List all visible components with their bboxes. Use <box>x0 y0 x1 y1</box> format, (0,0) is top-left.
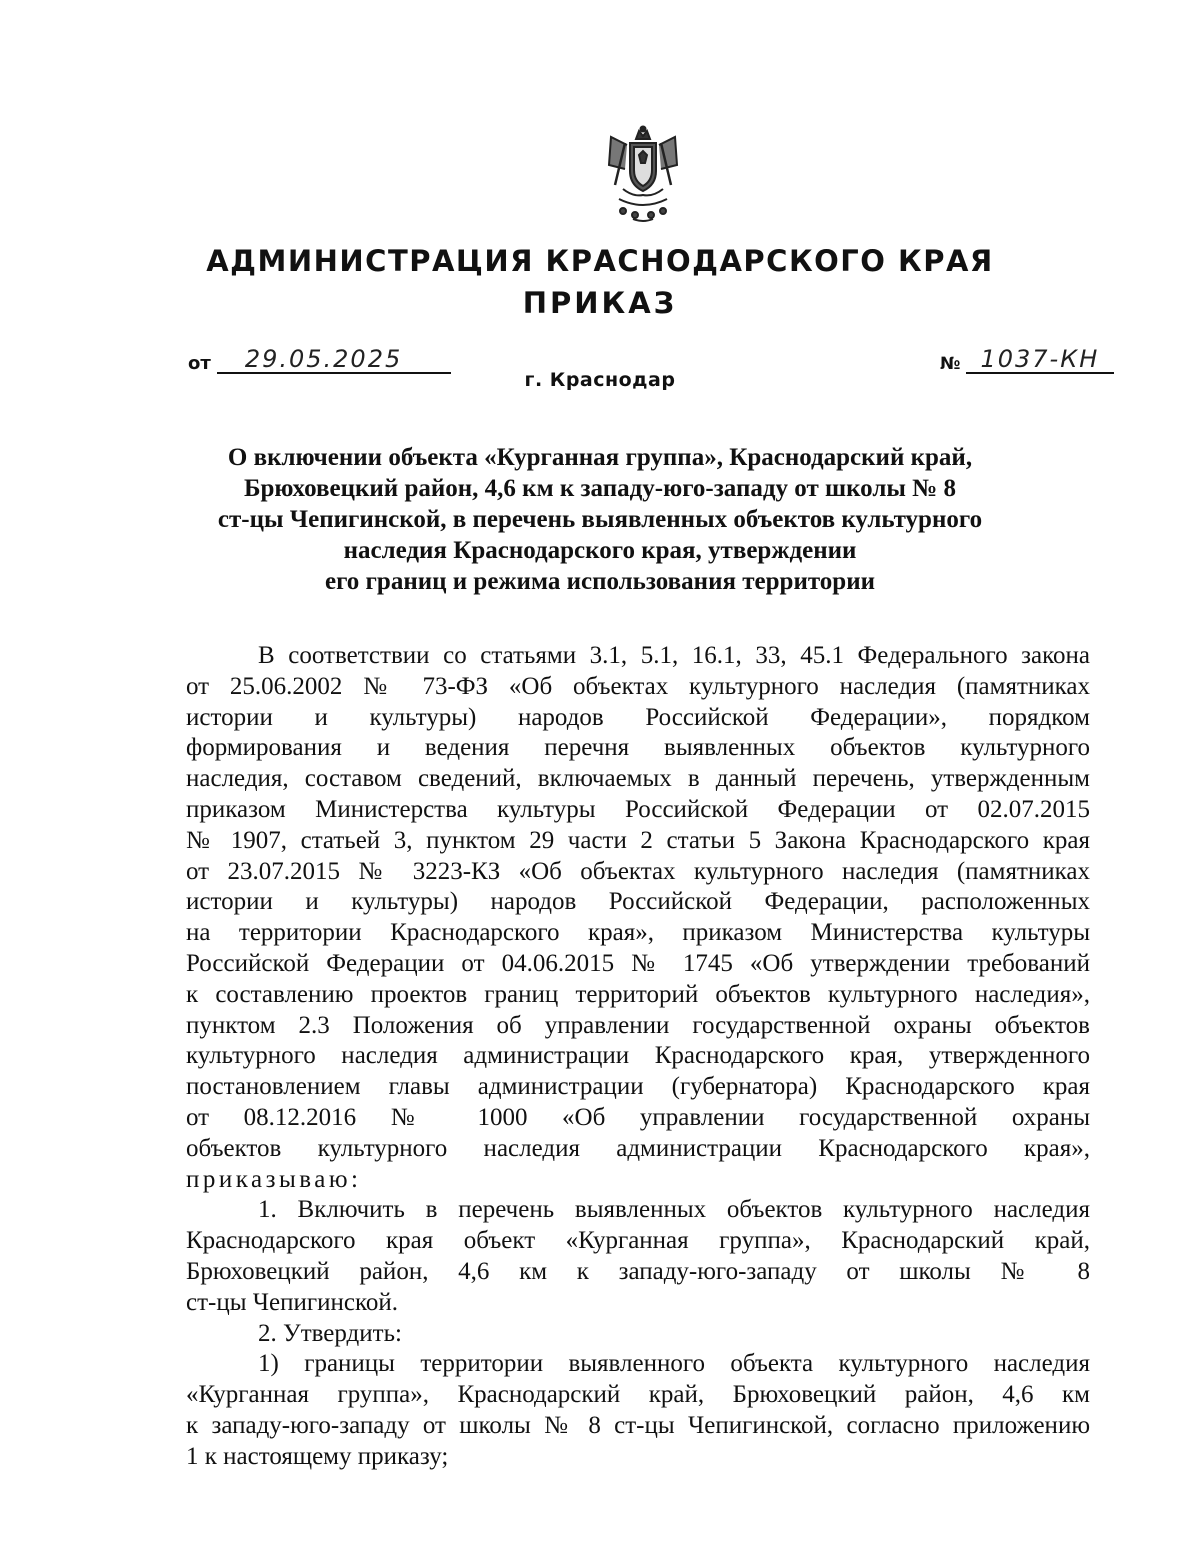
document-type: ПРИКАЗ <box>522 286 678 320</box>
number-label: № <box>940 354 961 374</box>
date-value: 29.05.2025 <box>217 346 451 374</box>
body-line: наследия, составом сведений, включаемых в данный перечень, утвержденным <box>186 765 1090 793</box>
title-line: Брюховецкий район, 4,6 км к западу-юго-западу от школы № 8 <box>244 475 956 502</box>
body-line: приказом Министерства культуры Российской Федерации от 02.07.2015 <box>186 795 1090 823</box>
body-line: формирования и ведения перечня выявленных объектов культурного <box>186 734 1090 762</box>
title-line: наследия Краснодарского края, утверждении <box>343 537 857 564</box>
body-line: от 23.07.2015 № 3223-КЗ «Об объектах культурного наследия (памятниках <box>186 857 1090 885</box>
body-line: 2. Утвердить: <box>258 1319 402 1347</box>
number-value: 1037-КН <box>966 346 1114 374</box>
coat-of-arms-icon <box>603 125 683 223</box>
body-line: объектов культурного наследия администрации Краснодарского края», <box>186 1134 1090 1162</box>
body-line: приказываю: <box>186 1165 362 1193</box>
body-line: к западу-юго-западу от школы № 8 ст-цы Чепигинской, согласно приложению <box>186 1411 1090 1439</box>
body-line: Краснодарского края объект «Курганная группа», Краснодарский край, <box>186 1227 1090 1255</box>
city-name: г. Краснодар <box>524 369 676 391</box>
authority-name: АДМИНИСТРАЦИЯ КРАСНОДАРСКОГО КРАЯ <box>206 244 994 278</box>
body-line: В соответствии со статьями 3.1, 5.1, 16.1, 33, 45.1 Федерального закона <box>258 642 1090 669</box>
body-line: культурного наследия администрации Краснодарского края, утвержденного <box>186 1042 1090 1070</box>
body-line: 1. Включить в перечень выявленных объектов культурного наследия <box>258 1196 1090 1224</box>
body-line: от 08.12.2016 № 1000 «Об управлении государственной охраны <box>186 1103 1090 1131</box>
body-line: на территории Краснодарского края», приказом Министерства культуры <box>186 919 1090 947</box>
body-line: Российской Федерации от 04.06.2015 № 1745 «Об утверждении требований <box>186 949 1090 977</box>
body-line: к составлению проектов границ территорий объектов культурного наследия», <box>186 980 1090 1008</box>
document-title <box>0 442 1200 597</box>
body-line: истории и культуры) народов Российской Федерации», порядком <box>186 703 1090 731</box>
body-line: пунктом 2.3 Положения об управлении государственной охраны объектов <box>186 1011 1090 1039</box>
body-line: «Курганная группа», Краснодарский край, Брюховецкий район, 4,6 км <box>186 1381 1090 1409</box>
body-line: 1) границы территории выявленного объекта культурного наследия <box>258 1350 1090 1378</box>
title-line: О включении объекта «Курганная группа», Краснодарский край, <box>227 444 973 471</box>
body-line: Брюховецкий район, 4,6 км к западу-юго-западу от школы № 8 <box>186 1257 1090 1285</box>
title-line: ст-цы Чепигинской, в перечень выявленных объектов культурного <box>217 506 983 533</box>
body-line: 1 к настоящему приказу; <box>186 1442 449 1470</box>
date-label: от <box>188 353 211 374</box>
title-line: его границ и режима использования территории <box>324 568 876 595</box>
body-line: от 25.06.2002 № 73-ФЗ «Об объектах культурного наследия (памятниках <box>186 672 1090 700</box>
document-body <box>186 641 1090 1473</box>
body-line: ст-цы Чепигинской. <box>186 1288 398 1316</box>
body-line: постановлением главы администрации (губернатора) Краснодарского края <box>186 1073 1090 1101</box>
body-line: № 1907, статьей 3, пунктом 29 части 2 статьи 5 Закона Краснодарского края <box>186 826 1090 854</box>
body-line: истории и культуры) народов Российской Федерации, расположенных <box>186 888 1090 916</box>
